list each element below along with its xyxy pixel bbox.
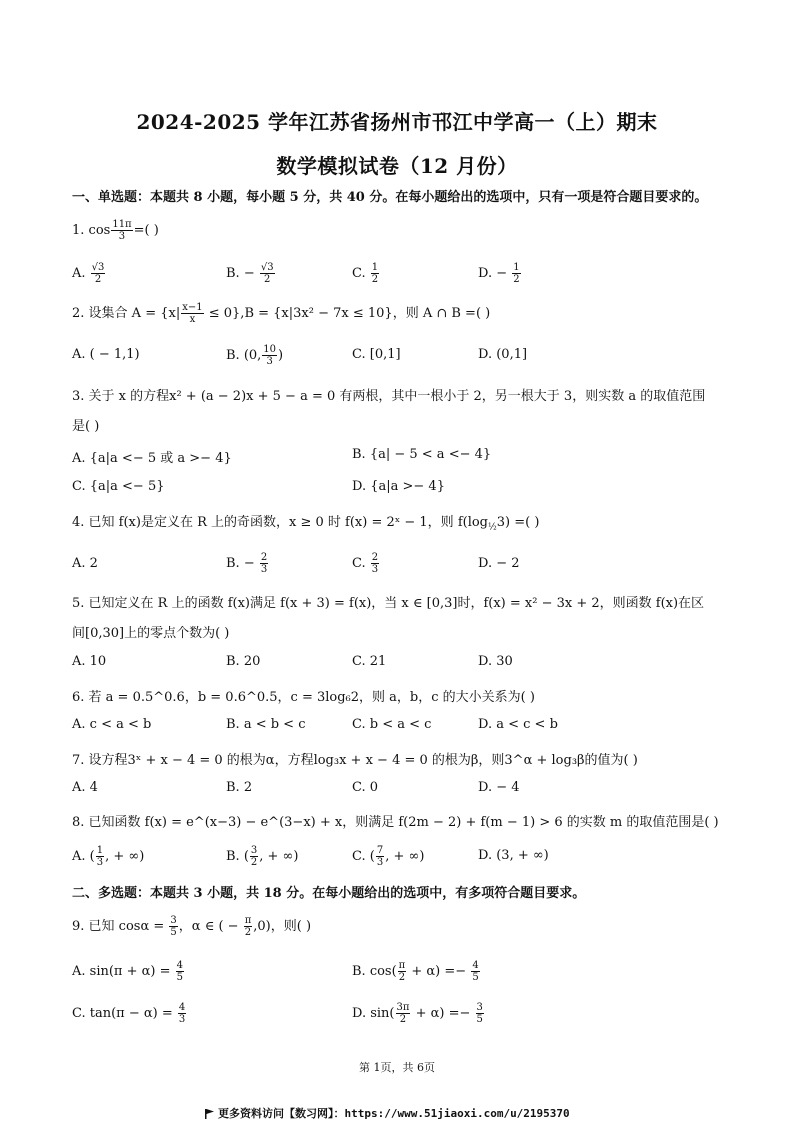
q3-option-c: C. {a|a <− 5} [72, 479, 165, 494]
q7-option-b: B. 2 [226, 780, 253, 795]
q5-option-b: B. 20 [226, 654, 261, 669]
flag-icon [205, 1109, 214, 1119]
q6-option-c: C. b < a < c [352, 717, 432, 732]
exam-title-line2: 数学模拟试卷（12 月份） [276, 154, 518, 178]
question-6: 6. 若 a = 0.5^0.6，b = 0.6^0.5，c = 3log₆2，则 a，b，c 的大小关系为( ) [72, 690, 535, 705]
q4-option-a: A. 2 [72, 556, 98, 571]
q9-option-d: D. sin( $\frac{3\pi}{2}$ + α) =− $\frac{3}{5}$ [352, 1002, 483, 1025]
q4-option-d: D. − 2 [478, 556, 520, 571]
question-5-line2: 间[0,30]上的零点个数为( ) [72, 626, 230, 641]
question-5-line1: 5. 已知定义在 R 上的函数 f(x)满足 f(x + 3) = f(x)，当 x ∈ [0,3]时，f(x) = x² − 3x + 2，则函数 f(x)在区 [72, 596, 705, 611]
q4-option-b: B. − $\frac{2}{3}$ [226, 552, 268, 575]
q1-option-c: C. $\frac{1}{2}$ [352, 262, 379, 285]
q2-option-d: D. (0,1] [478, 347, 528, 362]
q6-option-d: D. a < c < b [478, 717, 558, 732]
question-7: 7. 设方程3ˣ + x − 4 = 0 的根为α，方程log₃x + x − 4 = 0 的根为β，则3^α + log₃β的值为( ) [72, 753, 638, 768]
q3-option-a: A. {a|a <− 5 或 a >− 4} [72, 451, 232, 466]
q7-option-a: A. 4 [72, 780, 98, 795]
q7-option-c: C. 0 [352, 780, 379, 795]
question-8: 8. 已知函数 f(x) = e^(x−3) − e^(3−x) + x，则满足 f(2m − 2) + f(m − 1) > 6 的实数 m 的取值范围是( ) [72, 815, 719, 830]
q8-option-c: C. ( $\frac{7}{3}$ , + ∞) [352, 845, 425, 868]
page-footer: 第 1页，共 6页 [359, 1061, 435, 1074]
q2-option-a: A. ( − 1,1) [72, 347, 140, 362]
question-2: 2. 设集合 A = {x| $\frac{x-1}{x}$ ≤ 0},B = {x|3x² − 7x ≤ 10}，则 A ∩ B =( ) [72, 302, 491, 325]
q8-option-d: D. (3, + ∞) [478, 848, 549, 863]
question-1: 1. cos $\frac{11\pi}{3}$ =( ) [72, 219, 159, 242]
q6-option-a: A. c < a < b [72, 717, 152, 732]
q9-option-c: C. tan(π − α) = $\frac{4}{3}$ [72, 1002, 186, 1025]
q9-option-a: A. sin(π + α) = $\frac{4}{5}$ [72, 960, 184, 983]
q1-option-a: A. $\frac{√3}{2}$ [72, 262, 105, 285]
q8-option-a: A. ( $\frac{1}{3}$ , + ∞) [72, 845, 145, 868]
q5-option-c: C. 21 [352, 654, 387, 669]
exam-title-line1: 2024-2025 学年江苏省扬州市邗江中学高一（上）期末 [136, 110, 658, 134]
q1-option-d: D. − $\frac{1}{2}$ [478, 262, 520, 285]
q5-option-a: A. 10 [72, 654, 107, 669]
section-single-choice: 一、单选题：本题共 8 小题，每小题 5 分，共 40 分。在每小题给出的选项中，只有一项是符合题目要求的。 [72, 190, 708, 205]
q2-option-b: B. (0, $\frac{10}{3}$ ) [226, 344, 284, 367]
question-9: 9. 已知 cosα = $\frac{3}{5}$ ，α ∈ ( − $\frac{\pi}{2}$ ,0)，则( ) [72, 915, 312, 938]
question-4: 4. 已知 f(x)是定义在 R 上的奇函数，x ≥ 0 时 f(x) = 2ˣ − 1，则 $f(\log_{\frac{1}{2}}3)$ =( ) [72, 515, 540, 533]
q3-option-b: B. {a| − 5 < a <− 4} [352, 447, 492, 462]
q5-option-d: D. 30 [478, 654, 513, 669]
q7-option-d: D. − 4 [478, 780, 520, 795]
q4-option-c: C. $\frac{2}{3}$ [352, 552, 379, 575]
promo-link[interactable]: 更多资料访问【数习网】：https://www.51jiaoxi.com/u/2195370 [205, 1105, 570, 1121]
question-3-line1: 3. 关于 x 的方程x² + (a − 2)x + 5 − a = 0 有两根，其中一根小于 2，另一根大于 3，则实数 a 的取值范围 [72, 389, 706, 404]
q9-option-b: B. cos( $\frac{\pi}{2}$ + α) =− $\frac{4}{5}$ [352, 960, 479, 983]
question-3-line2: 是( ) [72, 419, 100, 434]
section-multi-choice: 二、多选题：本题共 3 小题，共 18 分。在每小题给出的选项中，有多项符合题目要求。 [72, 886, 586, 901]
q6-option-b: B. a < b < c [226, 717, 306, 732]
q8-option-b: B. ( $\frac{3}{2}$ , + ∞) [226, 845, 299, 868]
q2-option-c: C. [0,1] [352, 347, 401, 362]
q1-option-b: B. − $\frac{√3}{2}$ [226, 262, 274, 285]
q3-option-d: D. {a|a >− 4} [352, 479, 445, 494]
